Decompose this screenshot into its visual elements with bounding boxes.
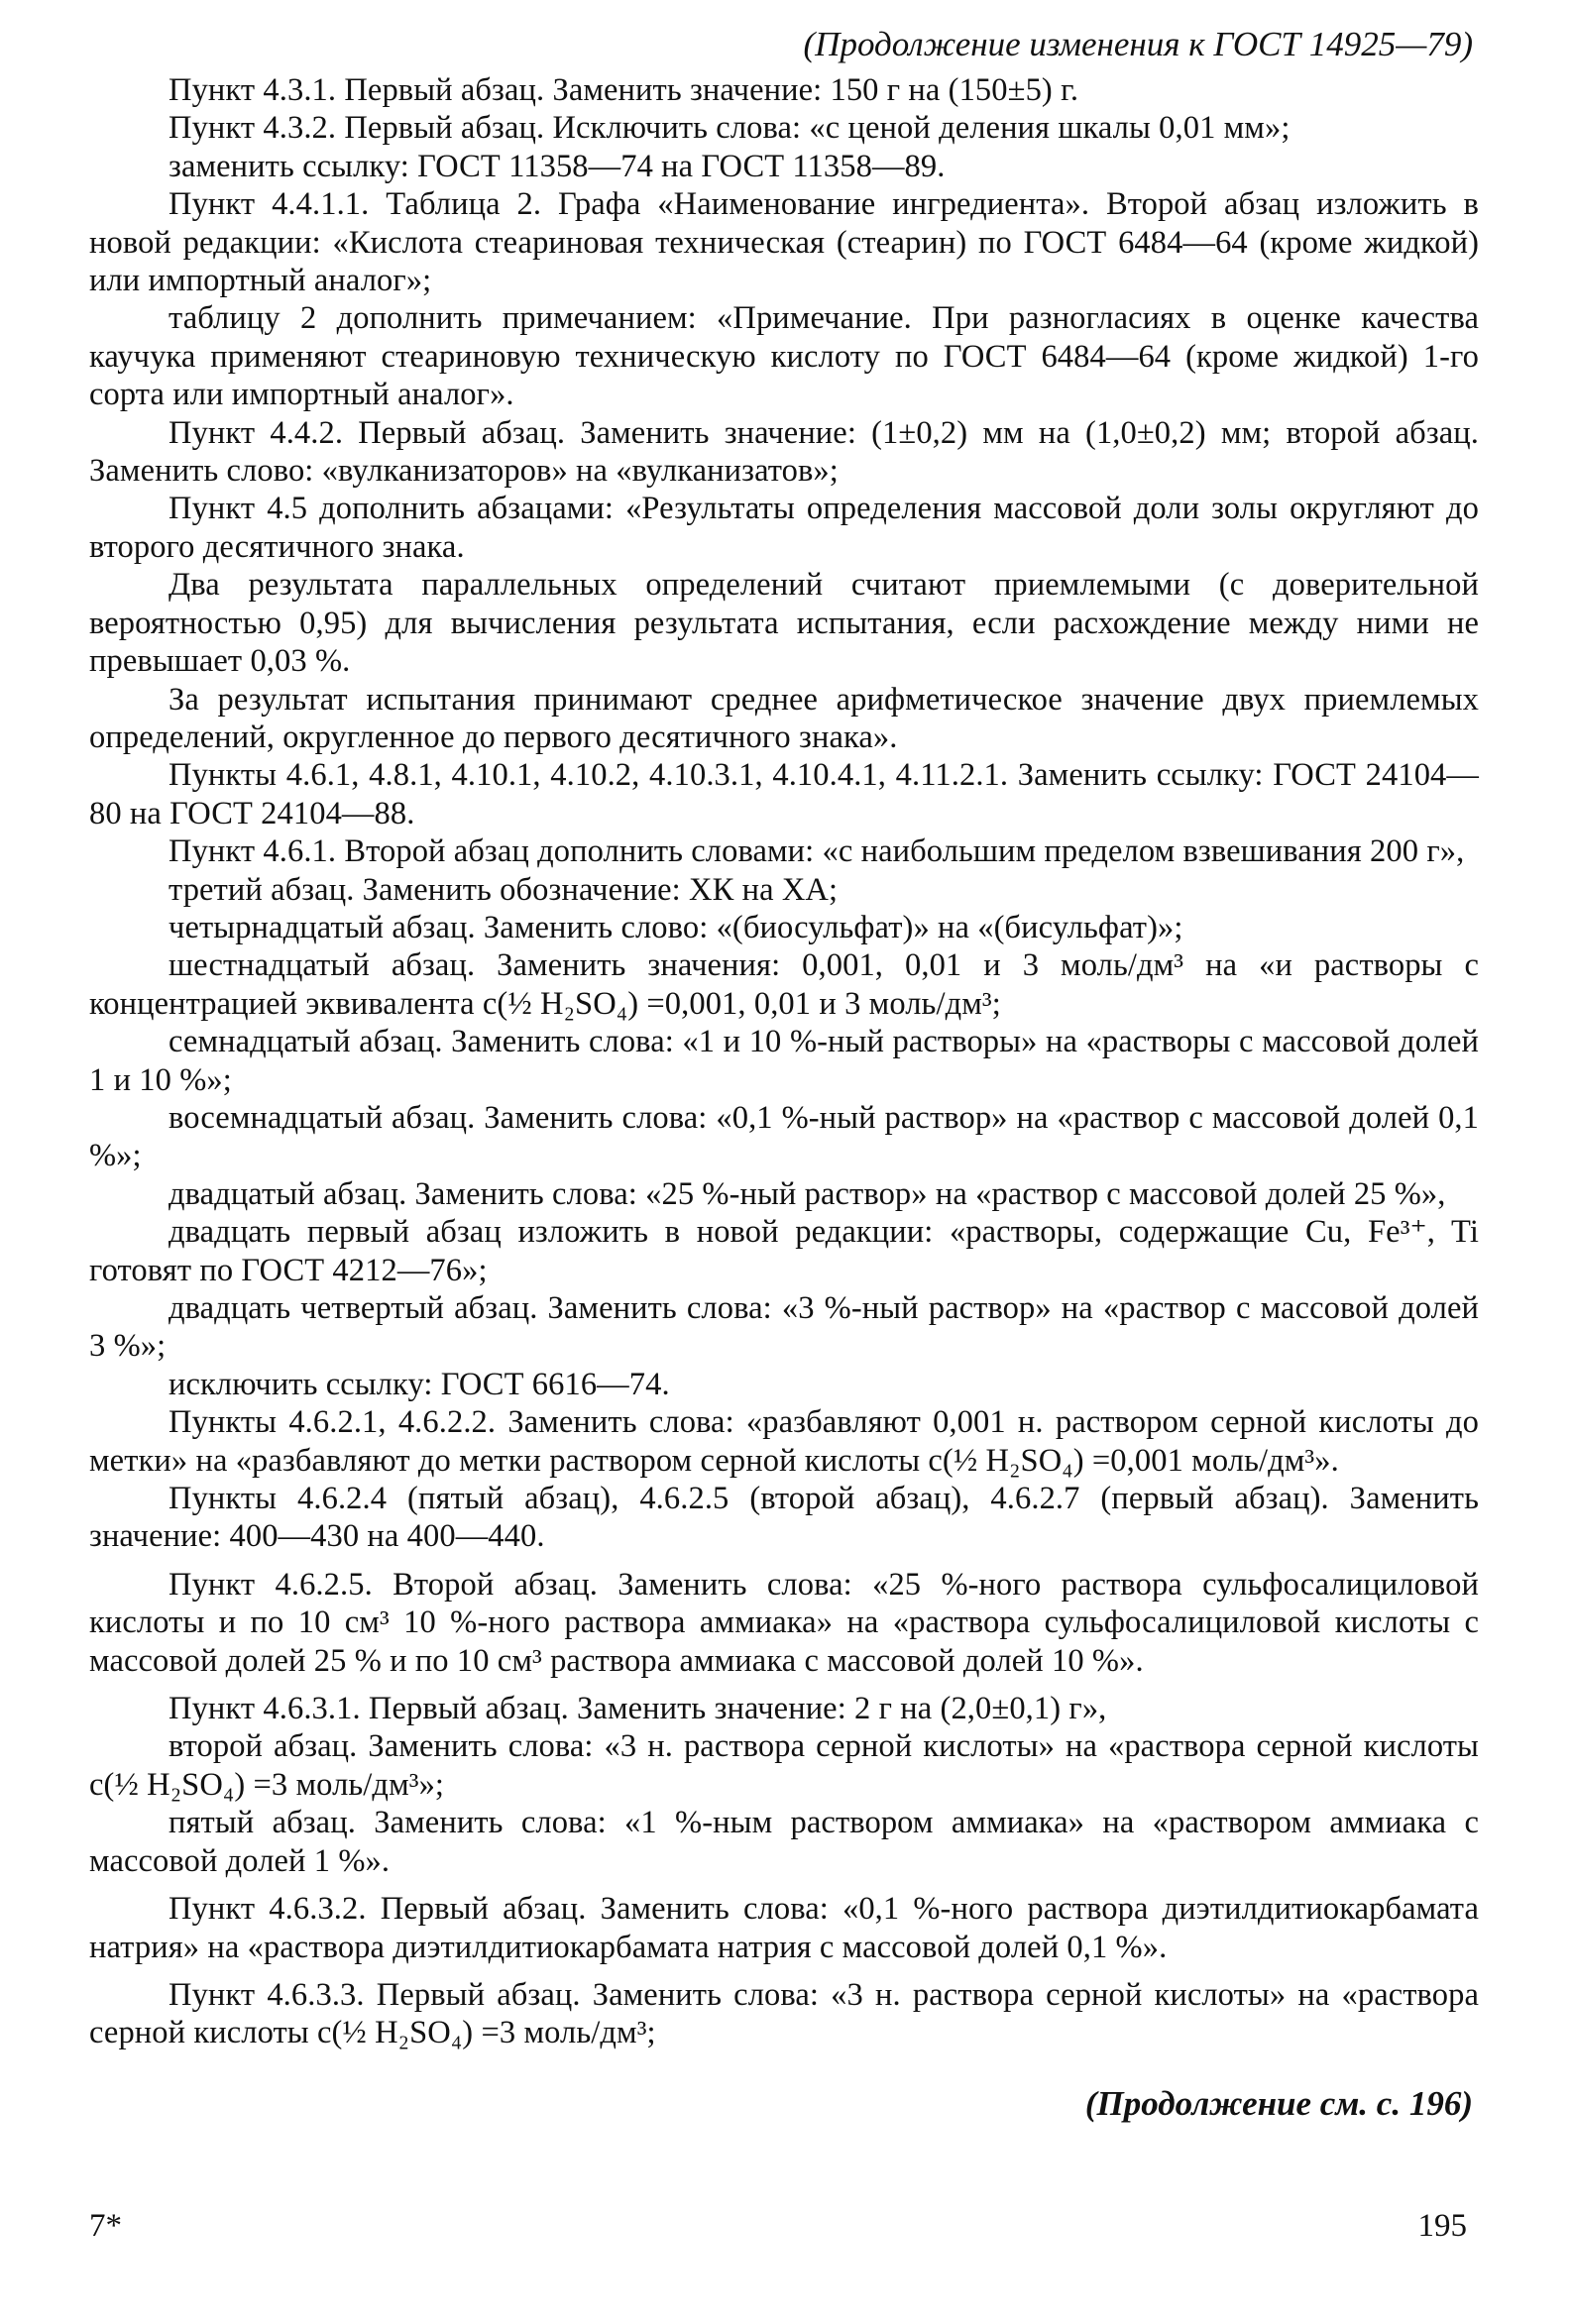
page-number: 195: [1417, 2208, 1467, 2244]
paragraph-4-6-1: Пункт 4.6.1. Второй абзац дополнить словами: «с наибольшим пределом взвешивания 200 г»,: [168, 833, 1465, 870]
paragraph-4-6-1-seventeenth: семнадцатый абзац. Заменить слова: «1 и 10 %-ный растворы» на «растворы с массовой долей 1 и 10 %»;: [89, 1024, 1479, 1098]
paragraph-4-6-1-third: третий абзац. Заменить обозначение: ХК на ХА;: [168, 871, 839, 908]
paragraph-4-6-2-1: Пункты 4.6.2.1, 4.6.2.2. Заменить слова: «разбавляют 0,001 н. раствором серной кислоты до метки» на «разбавляют до метки раствором серной кислоты c(½ H₂SO₄) =0,001 моль/дм³».: [89, 1404, 1479, 1479]
paragraph-4-6-3-2: Пункт 4.6.3.2. Первый абзац. Заменить слова: «0,1 %-ного раствора диэтилдитиокарбамата натрия» на «раствора диэтилдитиокарбамата натрия с массовой долей 0,1 %».: [89, 1891, 1479, 1965]
paragraph-table-2-note: таблицу 2 дополнить примечанием: «Примечание. При разногласиях в оценке качества каучука применяют стеариновую техническую кислоту по ГОСТ 6484—64 (кроме жидкой) 1-го сорта или импортный аналог».: [89, 300, 1479, 413]
paragraph-4-6-1-twentieth: двадцатый абзац. Заменить слова: «25 %-ный раствор» на «раствор с массовой долей 25 %»,: [168, 1175, 1446, 1212]
paragraph-4-4-1-1: Пункт 4.4.1.1. Таблица 2. Графа «Наименование ингредиента». Второй абзац изложить в новой редакции: «Кислота стеариновая техническая (стеарин) по ГОСТ 6484—64 (кроме жидкой) или импортный аналог»;: [89, 186, 1479, 299]
paragraph-4-6-2-5: Пункт 4.6.2.5. Второй абзац. Заменить слова: «25 %-ного раствора сульфосалициловой кислоты и по 10 см³ 10 %-ного раствора аммиака» на «раствора сульфосалициловой кислоты с массовой долей 25 % и по 10 см³ раствора аммиака с массовой долей 10 %».: [89, 1566, 1479, 1679]
document-body: [89, 71, 1479, 2052]
paragraph-4-4-2: Пункт 4.4.2. Первый абзац. Заменить значение: (1±0,2) мм на (1,0±0,2) мм; второй абзац. Заменить слово: «вулканизаторов» на «вулканизатов»;: [89, 414, 1479, 490]
paragraph-4-6-3-3: Пункт 4.6.3.3. Первый абзац. Заменить слова: «3 н. раствора серной кислоты» на «раствора серной кислоты c(½ H₂SO₄) =3 моль/дм³;: [89, 1976, 1479, 2051]
paragraph-4-6-3-1-fifth: пятый абзац. Заменить слова: «1 %-ным раствором аммиака» на «раствором аммиака с массовой долей 1 %».: [89, 1805, 1479, 1879]
paragraph-4-3-1: Пункт 4.3.1. Первый абзац. Заменить значение: 150 г на (150±5) г.: [168, 72, 1079, 108]
paragraph-4-6-1-fourteenth: четырнадцатый абзац. Заменить слово: «(биосульфат)» на «(бисульфат)»;: [168, 909, 1183, 945]
continuation-header: (Продолжение изменения к ГОСТ 14925—79): [803, 25, 1473, 63]
paragraph-exclude-gost-6616: исключить ссылку: ГОСТ 6616—74.: [168, 1366, 670, 1402]
paragraph-replace-reference: заменить ссылку: ГОСТ 11358—74 на ГОСТ 11358—89.: [168, 148, 946, 184]
paragraph-4-6-1-sixteenth: шестнадцатый абзац. Заменить значения: 0,001, 0,01 и 3 моль/дм³ на «и растворы с концентрацией эквивалента c(½ H₂SO₄) =0,001, 0,01 и 3 моль/дм³;: [89, 947, 1479, 1022]
paragraph-4-6-1-eighteenth: восемнадцатый абзац. Заменить слова: «0,1 %-ный раствор» на «раствор с массовой долей 0,1 %»;: [89, 1099, 1479, 1174]
paragraph-4-5: Пункт 4.5 дополнить абзацами: «Результаты определения массовой доли золы округляют до второго десятичного знака.: [89, 491, 1479, 565]
paragraph-4-6-2-4: Пункты 4.6.2.4 (пятый абзац), 4.6.2.5 (второй абзац), 4.6.2.7 (первый абзац). Заменить значение: 400—430 на 400—440.: [89, 1481, 1479, 1555]
continuation-note: (Продолжение см. с. 196): [1084, 2083, 1473, 2123]
paragraph-4-6-1-twenty-fourth: двадцать четвертый абзац. Заменить слова: «3 %-ный раствор» на «раствор с массовой долей 3 %»;: [89, 1290, 1479, 1365]
paragraph-4-6-3-1: Пункт 4.6.3.1. Первый абзац. Заменить значение: 2 г на (2,0±0,1) г»,: [168, 1691, 1107, 1727]
paragraph-4-6-1-twenty-first: двадцать первый абзац изложить в новой редакции: «растворы, содержащие Cu, Fe³⁺, Ti готовят по ГОСТ 4212—76»;: [89, 1214, 1479, 1288]
paragraph-4-6-3-1-second: второй абзац. Заменить слова: «3 н. раствора серной кислоты» на «раствора серной кислоты c(½ H₂SO₄) =3 моль/дм³»;: [89, 1728, 1479, 1803]
document-page: [89, 22, 1479, 2126]
paragraph-4-5-parallel: Два результата параллельных определений считают приемлемыми (с доверительной вероятностью 0,95) для вычисления результата испытания, если расхождение между ними не превышает 0,03 %.: [89, 567, 1479, 680]
signature-mark: 7*: [89, 2208, 122, 2244]
paragraph-gost-24104: Пункты 4.6.1, 4.8.1, 4.10.1, 4.10.2, 4.10.3.1, 4.10.4.1, 4.11.2.1. Заменить ссылку: ГОСТ 24104—80 на ГОСТ 24104—88.: [89, 757, 1479, 831]
paragraph-4-5-result: За результат испытания принимают среднее арифметическое значение двух приемлемых определений, округленное до первого десятичного знака».: [89, 681, 1479, 755]
paragraph-4-3-2: Пункт 4.3.2. Первый абзац. Исключить слова: «с ценой деления шкалы 0,01 мм»;: [168, 110, 1291, 147]
